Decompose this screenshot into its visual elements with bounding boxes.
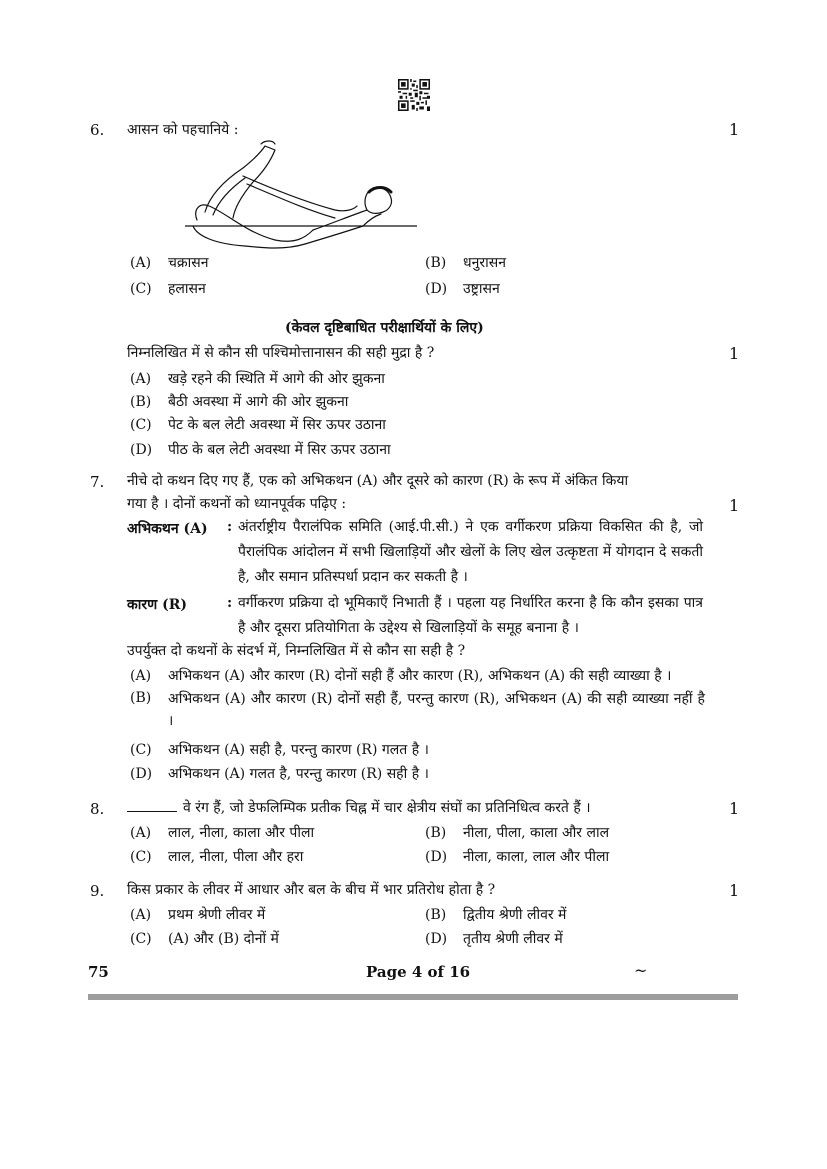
option-d[interactable] [425, 847, 609, 866]
paper-code: 75 [88, 963, 109, 981]
option-b[interactable] [425, 823, 609, 842]
option-label: (D) [130, 766, 153, 782]
option-label: (D) [130, 442, 153, 458]
option-text: लाल, नीला, पीला और हरा [168, 849, 304, 865]
option-label: (B) [425, 255, 447, 271]
option-text: धनुरासन [463, 255, 506, 271]
option-text: पेट के बल लेटी अवस्था में सिर ऊपर उठाना [168, 417, 386, 433]
reason-text: वर्गीकरण प्रक्रिया दो भूमिकाएँ निभाती हैं । पहला यह निर्धारित करना है कि कौन इसका पात्र है और दूसरा प्रतियोगिता के उद्देश्य से खिलाड़ियों के समूह बनाना है । [238, 595, 703, 636]
question-text: निम्नलिखित में से कौन सी पश्चिमोत्तानासन की सही मुद्रा है ? [127, 345, 435, 361]
option-d[interactable] [130, 764, 429, 783]
marks: 1 [729, 799, 740, 818]
assertion-text: अंतर्राष्ट्रीय पैरालंपिक समिति (आई.पी.सी.) ने एक वर्गीकरण प्रक्रिया विकसित की है, जो पैरालंपिक आंदोलन में सभी खिलाड़ियों और खेलों के लिए खेल उत्कृष्टता में योगदान दे सकती है, और समान प्रतिस्पर्धा प्रदान कर सकती है । [238, 519, 703, 585]
marks: 1 [729, 496, 740, 515]
question-number: 6. [90, 121, 105, 139]
page-number: Page 4 of 16 [366, 963, 471, 981]
option-a[interactable] [130, 369, 385, 388]
option-label: (C) [130, 849, 152, 865]
option-a[interactable] [130, 666, 671, 685]
option-label: (A) [130, 825, 152, 841]
option-label: (D) [425, 849, 448, 865]
option-text: अभिकथन (A) सही है, परन्तु कारण (R) गलत है । [168, 742, 429, 758]
option-label: (B) [425, 907, 447, 923]
option-label: (C) [130, 281, 152, 297]
assertion-colon: : [227, 519, 233, 535]
reason-label: कारण (R) [127, 597, 187, 613]
option-text: नीला, काला, लाल और पीला [463, 849, 610, 865]
option-text: उष्ट्रासन [463, 281, 500, 297]
option-label: (A) [130, 255, 152, 271]
marks: 1 [729, 120, 740, 139]
option-label: (A) [130, 371, 152, 387]
vi-heading: (केवल दृष्टिबाधित परीक्षार्थियों के लिए) [285, 320, 484, 336]
qr-code-icon [398, 79, 430, 111]
option-text: अभिकथन (A) और कारण (R) दोनों सही हैं, परन्तु कारण (R), अभिकथन (A) की सही व्याख्या नहीं है । [168, 691, 705, 729]
option-c[interactable] [130, 279, 206, 298]
option-label: (C) [130, 931, 152, 947]
footer-divider [88, 994, 738, 1000]
option-c[interactable] [130, 740, 429, 759]
option-b[interactable] [425, 905, 566, 924]
option-d[interactable] [130, 440, 391, 459]
option-text: अभिकथन (A) गलत है, परन्तु कारण (R) सही है । [168, 766, 429, 782]
marks: 1 [729, 881, 740, 900]
question-number: 9. [90, 882, 105, 900]
option-d[interactable] [425, 279, 500, 298]
option-a[interactable] [130, 823, 314, 842]
option-text: प्रथम श्रेणी लीवर में [168, 907, 266, 923]
fill-in-blank[interactable] [127, 811, 177, 812]
option-label: (D) [425, 931, 448, 947]
option-label: (A) [130, 907, 152, 923]
marks: 1 [729, 344, 740, 363]
option-text: लाल, नीला, काला और पीला [168, 825, 315, 841]
option-text: नीला, पीला, काला और लाल [463, 825, 610, 841]
option-text: (A) और (B) दोनों में [168, 931, 279, 947]
option-text: बैठी अवस्था में आगे की ओर झुकना [168, 394, 349, 410]
reason-colon: : [227, 595, 233, 611]
question-number: 7. [90, 473, 105, 491]
option-label: (B) [425, 825, 447, 841]
option-text: तृतीय श्रेणी लीवर में [463, 931, 563, 947]
option-text: हलासन [168, 281, 206, 297]
option-d[interactable] [425, 929, 563, 948]
question-text: आसन को पहचानिये : [127, 122, 239, 138]
option-text: खड़े रहने की स्थिति में आगे की ओर झुकना [168, 371, 385, 387]
option-label: (A) [130, 668, 152, 684]
option-c[interactable] [130, 847, 303, 866]
option-text: द्वितीय श्रेणी लीवर में [463, 907, 567, 923]
option-label: (B) [130, 394, 152, 410]
option-a[interactable] [130, 253, 209, 272]
dhanurasana-pose-figure [185, 140, 417, 255]
question-number: 8. [90, 800, 105, 818]
option-text: अभिकथन (A) और कारण (R) दोनों सही हैं और कारण (R), अभिकथन (A) की सही व्याख्या है । [168, 668, 672, 684]
footer-tilde: ~ [634, 961, 648, 980]
option-a[interactable] [130, 905, 265, 924]
option-c[interactable] [130, 415, 386, 434]
option-b[interactable] [130, 392, 348, 411]
question-text: किस प्रकार के लीवर में आधार और बल के बीच में भार प्रतिरोध होता है ? [127, 882, 496, 898]
option-label: (B) [130, 690, 152, 706]
option-label: (C) [130, 417, 152, 433]
question-text: वे रंग हैं, जो डेफलिम्पिक प्रतीक चिह्न में चार क्षेत्रीय संघों का प्रतिनिधित्व करते हैं । [183, 800, 591, 816]
option-text: चक्रासन [168, 255, 209, 271]
option-b[interactable] [425, 253, 506, 272]
question-text: उपर्युक्त दो कथनों के संदर्भ में, निम्नलिखित में से कौन सा सही है ? [127, 643, 466, 659]
option-label: (D) [425, 281, 448, 297]
option-b[interactable] [130, 690, 705, 732]
question-text-line1: नीचे दो कथन दिए गए हैं, एक को अभिकथन (A) और दूसरे को कारण (R) के रूप में अंकित किया [127, 473, 629, 489]
assertion-label: अभिकथन (A) [127, 521, 208, 537]
option-label: (C) [130, 742, 152, 758]
question-text-line2: गया है । दोनों कथनों को ध्यानपूर्वक पढ़िए : [127, 496, 347, 512]
option-text: पीठ के बल लेटी अवस्था में सिर ऊपर उठाना [168, 442, 391, 458]
option-c[interactable] [130, 929, 279, 948]
question-line [127, 797, 591, 819]
